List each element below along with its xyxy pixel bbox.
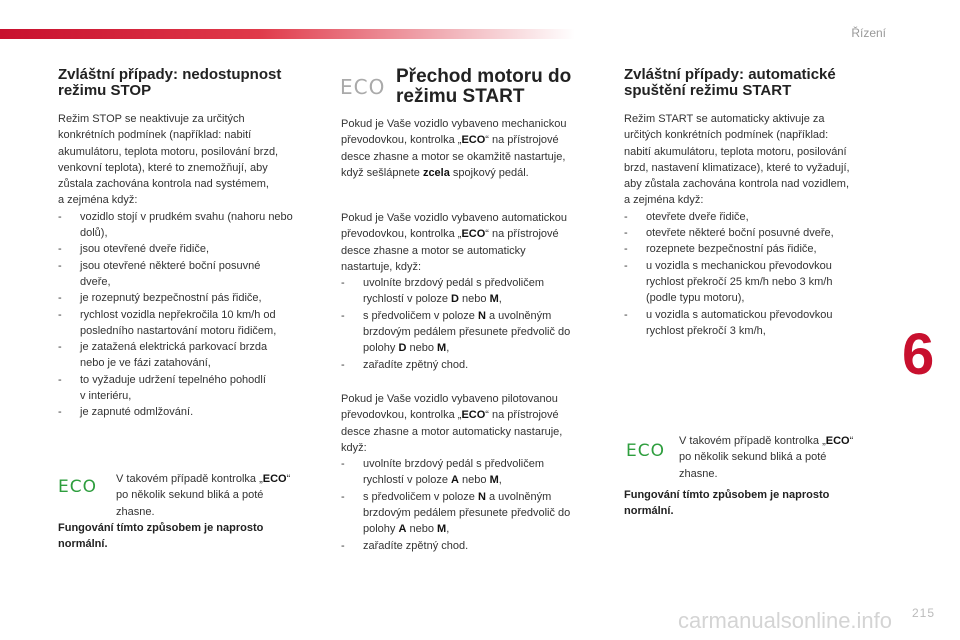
text-line: nabití akumulátoru, teplota motoru, posilování [624, 145, 847, 158]
condition-list [624, 209, 894, 339]
text-line: dolů), [80, 227, 108, 240]
list-item [624, 241, 894, 257]
text-line: rychlost překročí 3 km/h, [646, 324, 766, 337]
text-line: a zejména když: [624, 194, 704, 207]
list-item [58, 241, 328, 257]
text-line: rychlost vozidla nepřekročila 10 km/h od [80, 308, 276, 321]
column-heading: Zvláštní případy: automatické spuštění režimu START [624, 66, 836, 99]
column-stop-unavailable [58, 67, 328, 421]
normal-operation-note: Fungování tímto způsobem je naprosto normální. [624, 489, 830, 518]
text-line: akumulátoru, teplota motoru, posilování brzd, [58, 145, 279, 158]
list-item [58, 372, 328, 405]
text-line: dveře, [80, 275, 111, 288]
watermark: carmanualsonline.info [678, 608, 893, 633]
text-line: u vozidla s automatickou převodovkou [646, 308, 833, 321]
text-line: je rozepnutý bezpečnostní pás řidiče, [80, 292, 262, 305]
eco-indicator-icon: ECO [58, 477, 97, 497]
list-item [624, 258, 894, 307]
list-item: - uvolníte brzdový pedál s předvoličem rychlostí v poloze D nebo M, [341, 275, 611, 308]
intro-paragraph [58, 111, 328, 209]
list-item [58, 404, 328, 420]
column-heading: Přechod motoru do režimu START [396, 66, 572, 107]
list-item: - zařadíte zpětný chod. [341, 538, 611, 554]
list-item: - zařadíte zpětný chod. [341, 357, 611, 373]
text-line: otevřete dveře řidiče, [646, 210, 749, 223]
text-line: jsou otevřené dveře řidiče, [80, 243, 210, 256]
text-line: rozepnete bezpečnostní pás řidiče, [646, 243, 817, 256]
section-title: Řízení [851, 26, 886, 40]
normal-operation-note: Fungování tímto způsobem je naprosto normální. [58, 522, 264, 551]
page-number: 215 [912, 606, 936, 620]
eco-note: V takovém případě kontrolka „ECO“ po několik sekund bliká a poté zhasne. [116, 473, 291, 518]
list-item [58, 258, 328, 291]
header-accent-bar [0, 29, 575, 39]
list-item [624, 209, 894, 225]
text-line: a zejména když: [58, 194, 138, 207]
text-line: rychlost překročí 25 km/h nebo 3 km/h [646, 275, 833, 288]
intro-paragraph [624, 111, 894, 209]
text-line: brzd, nastavení klimatizace), které to vyžadují, [624, 161, 850, 174]
column-heading: Zvláštní případy: nedostupnost režimu STOP [58, 66, 282, 99]
list-item [624, 225, 894, 241]
text-line: aby zůstala zachována kontrola nad vozidlem, [624, 178, 850, 191]
list-item [58, 290, 328, 306]
text-line: jsou otevřené některé boční posuvné [80, 259, 261, 272]
text-line: otevřete některé boční posuvné dveře, [646, 227, 834, 240]
text-line: Režim START se automaticky aktivuje za [624, 113, 825, 125]
piloted-gearbox-paragraph: Pokud je Vaše vozidlo vybaveno pilotovanou převodovkou, kontrolka „ECO“ na přístrojové desce zhasne a motor automaticky nastaruje, když: - uvolníte brzdový pedál s předvoličem rychlostí v poloze A nebo M, - s předvoličem v poloze N a uvolněným brzdovým pedálem přesunete předvolič do polohy A nebo M, - zařadíte zpětný chod. [341, 391, 611, 554]
condition-list [58, 209, 328, 421]
text-line: je zatažená elektrická parkovací brzda [80, 341, 268, 354]
eco-indicator-icon: ECO [626, 441, 665, 461]
text-line: vozidlo stojí v prudkém svahu (nahoru nebo [80, 210, 293, 223]
column-start-automatic [624, 67, 894, 339]
condition-list [341, 275, 611, 373]
text-line: je zapnuté odmlžování. [80, 406, 194, 419]
list-item: - s předvoličem v poloze N a uvolněným brzdovým pedálem přesunete předvolič do polohy A nebo M, [341, 489, 611, 538]
text-line: v interiéru, [80, 390, 132, 403]
text-line: zůstala zachována kontrola nad systémem, [58, 178, 269, 191]
eco-indicator-icon: ECO [340, 75, 386, 99]
condition-list [341, 456, 611, 554]
list-item: - uvolníte brzdový pedál s předvoličem rychlostí v poloze A nebo M, [341, 456, 611, 489]
text-line: určitých konkrétních podmínek (například: [624, 129, 829, 142]
eco-note: V takovém případě kontrolka „ECO“ po několik sekund bliká a poté zhasne. [679, 435, 854, 480]
text-line: konkrétních podmínek (například: nabití [58, 129, 252, 142]
manual-gearbox-paragraph: Pokud je Vaše vozidlo vybaveno mechanickou převodovkou, kontrolka „ECO“ na přístrojové desce zhasne a motor se okamžitě nastartuje, když sešlápnete zcela spojkový pedál. [341, 118, 567, 179]
list-item [58, 339, 328, 372]
text-line: u vozidla s mechanickou převodovkou [646, 259, 832, 272]
text-line: (podle typu motoru), [646, 292, 745, 305]
list-item [58, 209, 328, 242]
text-line: nebo je ve fázi zatahování, [80, 357, 211, 370]
text-line: Režim STOP se neaktivuje za určitých [58, 113, 245, 125]
text-line: posledního nastartování motoru řidičem, [80, 324, 277, 337]
chapter-number: 6 [902, 322, 935, 387]
list-item [58, 307, 328, 340]
column-start-heading [396, 67, 616, 107]
list-item: - s předvoličem v poloze N a uvolněným brzdovým pedálem přesunete předvolič do polohy D nebo M, [341, 308, 611, 357]
text-line: venkovní teplota), které to znemožňují, aby [58, 161, 268, 174]
automatic-gearbox-paragraph: Pokud je Vaše vozidlo vybaveno automatickou převodovkou, kontrolka „ECO“ na přístrojové desce zhasne a motor se automaticky nastartuje, když: - uvolníte brzdový pedál s předvoličem rychlostí v poloze D nebo M, - s předvoličem v poloze N a uvolněným brzdovým pedálem přesunete předvolič do polohy D nebo M, - zařadíte zpětný chod. [341, 210, 611, 373]
list-item [624, 307, 894, 340]
text-line: to vyžaduje udržení tepelného pohodlí [80, 373, 266, 386]
